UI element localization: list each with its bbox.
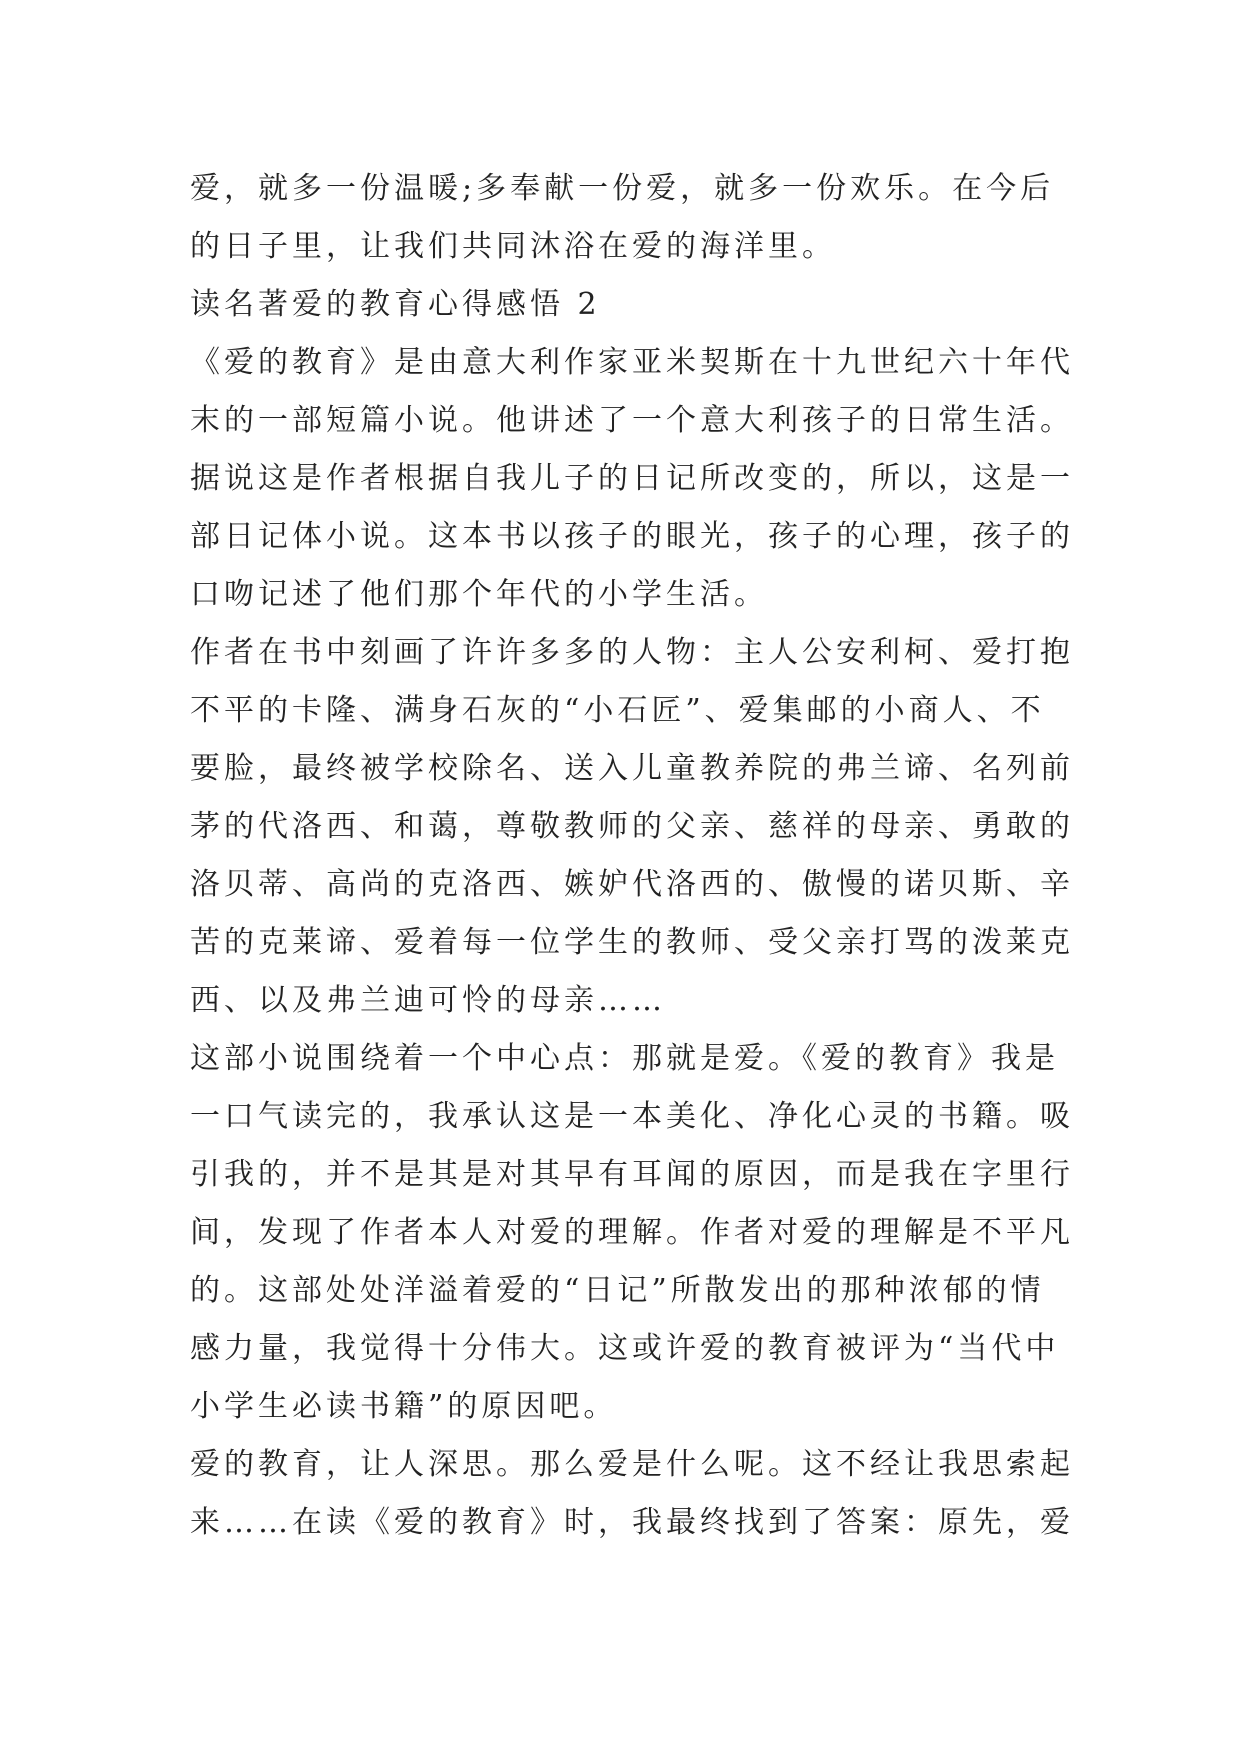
text-line: 的日子里，让我们共同沐浴在爱的海洋里。	[190, 229, 836, 264]
text-line: 引我的，并不是其是对其早有耳闻的原因，而是我在字里行	[190, 1157, 1074, 1192]
text-line: 洛贝蒂、高尚的克洛西、嫉妒代洛西的、傲慢的诺贝斯、辛	[190, 867, 1074, 902]
text-line: 茅的代洛西、和蔼，尊敬教师的父亲、慈祥的母亲、勇敢的	[190, 809, 1074, 844]
text-line: 西、以及弗兰迪可怜的母亲……	[190, 983, 666, 1018]
text-line: 末的一部短篇小说。他讲述了一个意大利孩子的日常生活。	[190, 403, 1074, 438]
text-line: 爱的教育，让人深思。那么爱是什么呢。这不经让我思索起	[190, 1447, 1074, 1482]
text-line: 作者在书中刻画了许许多多的人物：主人公安利柯、爱打抱	[190, 635, 1074, 670]
text-line: 爱，就多一份温暖;多奉献一份爱，就多一份欢乐。在今后	[190, 171, 1055, 206]
document-body	[190, 160, 1074, 1552]
text-line: 这部小说围绕着一个中心点：那就是爱。《爱的教育》我是	[190, 1041, 1059, 1076]
text-line: 不平的卡隆、满身石灰的“小石匠”、爱集邮的小商人、不	[190, 693, 1045, 728]
text-line: 苦的克莱谛、爱着每一位学生的教师、受父亲打骂的泼莱克	[190, 925, 1074, 960]
text-line: 间，发现了作者本人对爱的理解。作者对爱的理解是不平凡	[190, 1215, 1074, 1250]
text-line: 的。这部处处洋溢着爱的“日记”所散发出的那种浓郁的情	[190, 1273, 1045, 1308]
text-line: 部日记体小说。这本书以孩子的眼光，孩子的心理，孩子的	[190, 519, 1074, 554]
text-line: 小学生必读书籍”的原因吧。	[190, 1389, 618, 1424]
text-line: 口吻记述了他们那个年代的小学生活。	[190, 577, 768, 612]
text-line: 据说这是作者根据自我儿子的日记所改变的，所以，这是一	[190, 461, 1074, 496]
text-line: 感力量，我觉得十分伟大。这或许爱的教育被评为“当代中	[190, 1331, 1060, 1366]
text-line: 一口气读完的，我承认这是一本美化、净化心灵的书籍。吸	[190, 1099, 1074, 1134]
section-heading: 读名著爱的教育心得感悟 2	[190, 287, 601, 322]
text-line: 要脸，最终被学校除名、送入儿童教养院的弗兰谛、名列前	[190, 751, 1074, 786]
text-line: 《爱的教育》是由意大利作家亚米契斯在十九世纪六十年代	[190, 345, 1074, 380]
text-line: 来……在读《爱的教育》时，我最终找到了答案：原先，爱	[190, 1505, 1074, 1540]
